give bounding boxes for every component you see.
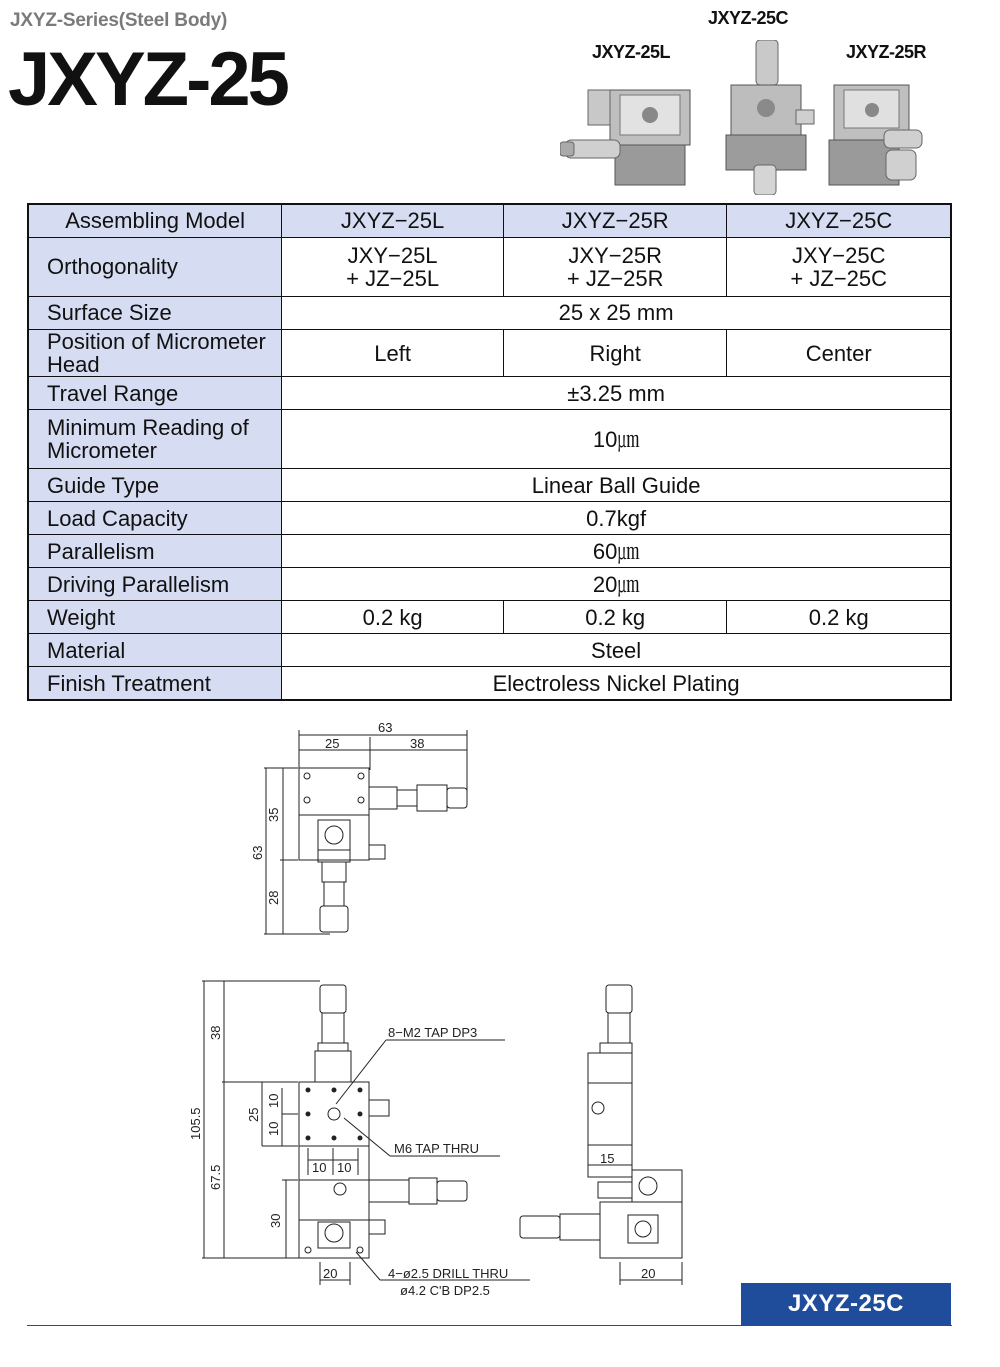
table-cell: 60㎛	[282, 535, 951, 568]
table-row	[28, 204, 951, 238]
table-cell: Right	[503, 330, 727, 377]
dim-63-width: 63	[378, 720, 393, 735]
model-badge: JXYZ-25C	[741, 1283, 951, 1325]
table-cell: JXY−25L + JZ−25L	[282, 238, 504, 297]
dim-10-c: 10	[312, 1160, 327, 1175]
dim-105-5: 105.5	[188, 1107, 203, 1140]
row-label: Load Capacity	[28, 502, 282, 535]
table-row	[28, 667, 951, 701]
table-row	[28, 238, 951, 297]
row-label: Material	[28, 634, 282, 667]
table-row	[28, 634, 951, 667]
drill-note-2: ø4.2 C'B DP2.5	[400, 1283, 490, 1298]
product-label-right: JXYZ-25R	[846, 42, 927, 62]
table-row	[28, 297, 951, 330]
table-row	[28, 502, 951, 535]
table-cell: 0.7kgf	[282, 502, 951, 535]
row-label: Guide Type	[28, 469, 282, 502]
table-cell: Linear Ball Guide	[282, 469, 951, 502]
table-row	[28, 330, 951, 377]
table-cell: JXY−25C + JZ−25C	[727, 238, 951, 297]
dim-10-a: 10	[266, 1093, 281, 1108]
row-label: Parallelism	[28, 535, 282, 568]
table-cell: Center	[727, 330, 951, 377]
tap-note: 8−M2 TAP DP3	[388, 1025, 478, 1040]
row-label: Minimum Reading of Micrometer	[28, 410, 282, 469]
page-title: JXYZ-25	[8, 37, 287, 122]
dim-67-5: 67.5	[208, 1164, 223, 1190]
table-cell: 0.2 kg	[727, 601, 951, 634]
m6-note: M6 TAP THRU	[394, 1141, 480, 1156]
table-cell: 10㎛	[282, 410, 951, 469]
table-cell: 20㎛	[282, 568, 951, 601]
product-image-right	[824, 70, 924, 195]
dim-25: 25	[325, 736, 340, 751]
table-cell: ±3.25 mm	[282, 377, 951, 410]
footer-divider	[27, 1325, 952, 1326]
dim-25-surface: 25	[246, 1107, 261, 1122]
dim-10-d: 10	[337, 1160, 352, 1175]
header-model-1: JXYZ−25L	[282, 204, 504, 238]
drill-note-1: 4−ø2.5 DRILL THRU	[388, 1266, 509, 1281]
header-model-2: JXYZ−25R	[503, 204, 727, 238]
row-label: Travel Range	[28, 377, 282, 410]
product-image-center	[716, 40, 816, 195]
header-label: Assembling Model	[28, 204, 282, 238]
table-cell: JXY−25R + JZ−25R	[503, 238, 727, 297]
spec-table	[27, 203, 952, 701]
dim-38: 38	[410, 736, 425, 751]
dim-38-top: 38	[208, 1025, 223, 1040]
table-cell: 25 x 25 mm	[282, 297, 951, 330]
dim-30: 30	[268, 1213, 283, 1228]
dim-35: 35	[266, 807, 281, 822]
table-row	[28, 568, 951, 601]
row-label: Surface Size	[28, 297, 282, 330]
dim-10-b: 10	[266, 1121, 281, 1136]
dim-28: 28	[266, 890, 281, 905]
product-image-left	[560, 70, 700, 195]
dim-63-height: 63	[250, 845, 265, 860]
row-label: Orthogonality	[28, 238, 282, 297]
table-cell: Electroless Nickel Plating	[282, 667, 951, 701]
product-label-center: JXYZ-25C	[708, 8, 789, 28]
table-row	[28, 377, 951, 410]
table-row	[28, 601, 951, 634]
series-title: JXYZ-Series(Steel Body)	[10, 10, 228, 31]
table-cell: 0.2 kg	[503, 601, 727, 634]
row-label: Position of Micrometer Head	[28, 330, 282, 377]
dim-20-side: 20	[641, 1266, 656, 1281]
table-row	[28, 410, 951, 469]
dim-15: 15	[600, 1151, 615, 1166]
header-model-3: JXYZ−25C	[727, 204, 951, 238]
table-row	[28, 469, 951, 502]
row-label: Weight	[28, 601, 282, 634]
table-cell: Left	[282, 330, 504, 377]
table-cell: Steel	[282, 634, 951, 667]
product-label-left: JXYZ-25L	[592, 42, 671, 62]
table-cell: 0.2 kg	[282, 601, 504, 634]
dim-20-front: 20	[323, 1266, 338, 1281]
table-row	[28, 535, 951, 568]
row-label: Driving Parallelism	[28, 568, 282, 601]
row-label: Finish Treatment	[28, 667, 282, 701]
